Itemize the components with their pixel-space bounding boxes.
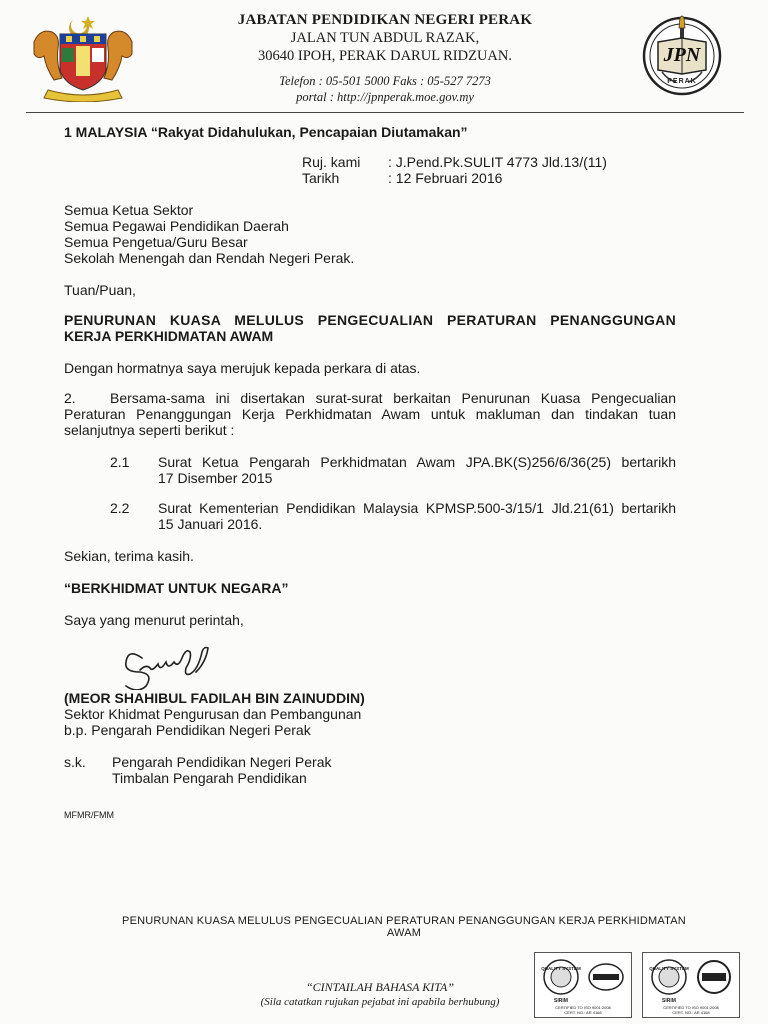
cert-line: CERT. NO.: AR 4168 xyxy=(672,1010,710,1015)
cert-brand: SIRIM xyxy=(554,998,568,1004)
signature xyxy=(118,640,228,690)
date-label: Tarikh xyxy=(302,170,340,186)
cert-brand: SIRIM xyxy=(662,998,676,1004)
ref-label: Ruj. kami xyxy=(302,154,361,170)
cert-top-label: QUALITY SYSTEM xyxy=(649,966,689,971)
paragraph-2-line-2: Peraturan Penanggungan Kerja Perkhidmatan Awam untuk makluman dan tindakan tuan xyxy=(64,406,676,422)
recipient-line: Semua Pegawai Pendidikan Daerah xyxy=(64,218,289,234)
salutation: Tuan/Puan, xyxy=(64,282,136,298)
cert-text xyxy=(643,1005,739,1015)
ref-value: : J.Pend.Pk.SULIT 4773 Jld.13/(11) xyxy=(388,154,607,170)
subject xyxy=(64,312,676,344)
signer-name: (MEOR SHAHIBUL FADILAH BIN ZAINUDDIN) xyxy=(64,690,365,706)
address-line-2: 30640 IPOH, PERAK DARUL RIDZUAN. xyxy=(257,48,513,64)
footer-note: (Sila catatkan rujukan pejabat ini apabila berhubung) xyxy=(260,996,500,1008)
recipient-line: Semua Pengetua/Guru Besar xyxy=(64,234,248,250)
recipient-line: Semua Ketua Sektor xyxy=(64,202,194,218)
cert-text xyxy=(535,1005,631,1015)
signer-role: b.p. Pengarah Pendidikan Negeri Perak xyxy=(64,722,311,738)
jpn-perak-logo xyxy=(640,12,724,96)
iqnet-mark-icon xyxy=(695,959,733,995)
item-line-2: 17 Disember 2015 xyxy=(158,470,273,486)
cert-top-label: QUALITY SYSTEM xyxy=(541,966,581,971)
initials: MFMR/FMM xyxy=(64,810,114,820)
item-number: 2.2 xyxy=(110,500,130,516)
footer-title: PENURUNAN KUASA MELULUS PENGECUALIAN PERATURAN PENANGGUNGAN KERJA PERKHIDMATAN AWAM xyxy=(122,915,686,939)
paragraph-2-line-1: Bersama-sama ini disertakan surat-surat berkaitan Penurunan Kuasa Pengecualian xyxy=(110,390,676,406)
cert-line: CERTIFIED TO ISO 9001:2008 xyxy=(555,1005,611,1010)
jpn-logo-sub: PERAK xyxy=(667,78,697,85)
standards-mark-icon xyxy=(587,961,625,993)
item-line-2: 15 Januari 2016. xyxy=(158,516,263,532)
date-value: : 12 Februari 2016 xyxy=(388,170,503,186)
paragraph-2-line-3: selanjutnya seperti berikut : xyxy=(64,422,235,438)
jpn-logo-text: JPN xyxy=(663,44,701,66)
sk-label: s.k. xyxy=(64,754,86,770)
sk-recipient: Timbalan Pengarah Pendidikan xyxy=(112,770,307,786)
slogan: 1 MALAYSIA “Rakyat Didahulukan, Pencapaian Diutamakan” xyxy=(64,124,468,140)
subject-line-2: KERJA PERKHIDMATAN AWAM xyxy=(64,328,274,344)
sk-recipient: Pengarah Pendidikan Negeri Perak xyxy=(112,754,332,770)
closing: Sekian, terima kasih. xyxy=(64,548,194,564)
address-line-1: JALAN TUN ABDUL RAZAK, xyxy=(290,30,480,46)
certification-badge xyxy=(642,952,740,1018)
letterhead xyxy=(180,12,590,105)
quality-system-icon xyxy=(541,957,581,997)
item-line-1: Surat Ketua Pengarah Perkhidmatan Awam JPA.BK(S)256/6/36(25) bertarikh xyxy=(158,454,676,470)
paragraph-1: Dengan hormatnya saya merujuk kepada perkara di atas. xyxy=(64,360,421,376)
coat-of-arms-logo xyxy=(28,12,138,102)
order-line: Saya yang menurut perintah, xyxy=(64,612,244,628)
organization-name: JABATAN PENDIDIKAN NEGERI PERAK xyxy=(237,12,533,28)
header-divider xyxy=(26,112,744,113)
recipient-list xyxy=(64,202,354,266)
motto: “BERKHIDMAT UNTUK NEGARA” xyxy=(64,580,289,596)
paragraph-2-number: 2. xyxy=(64,390,76,406)
recipient-line: Sekolah Menengah dan Rendah Negeri Perak. xyxy=(64,250,355,266)
certification-badge xyxy=(534,952,632,1018)
portal-url: portal : http://jpnperak.moe.gov.my xyxy=(296,90,474,104)
cert-line: CERT. NO.: AR 4168 xyxy=(564,1010,602,1015)
signer-sector: Sektor Khidmat Pengurusan dan Pembangunan xyxy=(64,706,362,722)
footer-slogan: “CINTAILAH BAHASA KITA” xyxy=(305,980,454,994)
item-number: 2.1 xyxy=(110,454,130,470)
subject-line-1: PENURUNAN KUASA MELULUS PENGECUALIAN PERATURAN PENANGGUNGAN xyxy=(64,312,676,328)
item-line-1: Surat Kementerian Pendidikan Malaysia KPMSP.500-3/15/1 Jld.21(61) bertarikh xyxy=(158,500,676,516)
cert-line: CERTIFIED TO ISO 9001:2008 xyxy=(663,1005,719,1010)
phone-fax: Telefon : 05-501 5000 Faks : 05-527 7273 xyxy=(279,74,491,88)
quality-system-icon xyxy=(649,957,689,997)
